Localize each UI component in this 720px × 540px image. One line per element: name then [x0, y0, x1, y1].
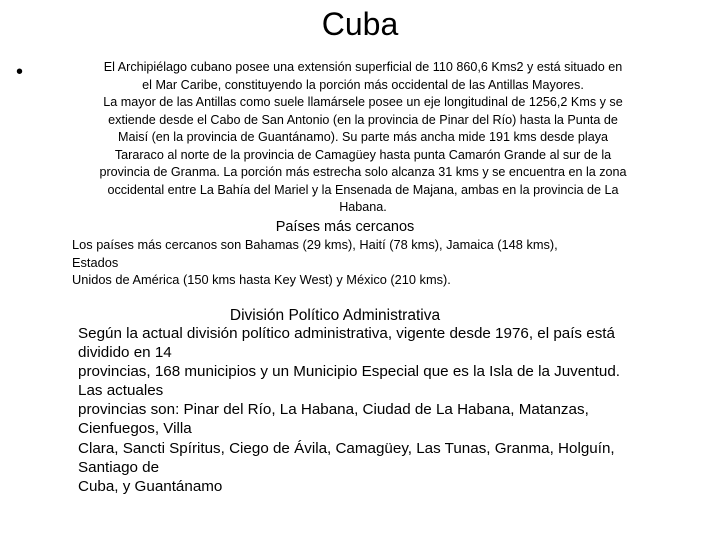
page-title: Cuba — [321, 6, 399, 42]
division-line: Santiago de — [78, 458, 160, 476]
division-line: provincias, 168 municipios y un Municipio Especial que es la Isla de la Juventud. — [78, 363, 620, 381]
division-heading: División Político Administrativa — [229, 307, 441, 324]
intro-line: provincia de Granma. La porción más estrecha solo alcanza 31 kms y se encuentra en la zona — [99, 165, 627, 179]
intro-line: el Mar Caribe, constituyendo la porción más occidental de las Antillas Mayores. — [142, 77, 584, 92]
division-line: Según la actual división político administrativa, vigente desde 1976, el país está — [78, 325, 615, 342]
bullet-marker: • — [16, 61, 24, 83]
intro-line: El Archipiélago cubano posee una extensión superficial de 110 860,6 Kms2 y está situado en — [103, 60, 623, 74]
division-line: dividido en 14 — [78, 344, 172, 362]
intro-line: Tararaco al norte de la provincia de Camagüey hasta punta Camarón Grande al sur de la — [114, 147, 612, 162]
neighbors-heading: Países más cercanos — [275, 219, 415, 235]
neighbors-line: Los países más cercanos son Bahamas (29 kms), Haití (78 kms), Jamaica (148 kms), — [72, 237, 558, 252]
intro-line: occidental entre La Bahía del Mariel y la Ensenada de Majana, ambas en la provincia de La — [107, 182, 619, 197]
division-line: Clara, Sancti Spíritus, Ciego de Ávila, Camagüey, Las Tunas, Granma, Holguín, — [78, 439, 615, 457]
division-paragraph — [78, 324, 678, 496]
intro-line: Maisí (en la provincia de Guantánamo). Su parte más ancha mide 191 kms desde playa — [117, 130, 609, 144]
neighbors-paragraph — [72, 236, 672, 289]
division-line: provincias son: Pinar del Río, La Habana, Ciudad de La Habana, Matanzas, — [78, 401, 589, 419]
neighbors-line: Estados — [72, 254, 119, 270]
division-line: Cienfuegos, Villa — [78, 420, 192, 438]
intro-line: extiende desde el Cabo de San Antonio (en la provincia de Pinar del Río) hasta la Punta de — [108, 112, 618, 127]
division-line: Cuba, y Guantánamo — [78, 477, 223, 495]
division-line: Las actuales — [78, 382, 164, 400]
intro-line: La mayor de las Antillas como suele llamársele posee un eje longitudinal de 1256,2 Kms y se — [103, 95, 623, 109]
intro-line: Habana. — [339, 200, 387, 214]
intro-paragraph — [66, 59, 660, 217]
neighbors-line: Unidos de América (150 kms hasta Key West) y México (210 kms). — [72, 272, 451, 287]
